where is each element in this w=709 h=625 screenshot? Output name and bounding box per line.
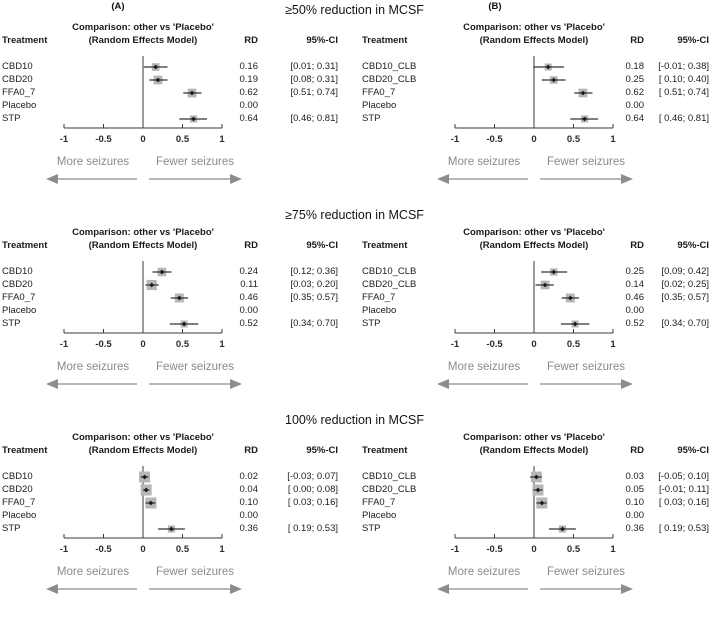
treatment-label: Placebo xyxy=(362,305,397,316)
forest-plot xyxy=(360,260,709,392)
section-75pct xyxy=(0,207,709,392)
left-arrowhead-icon xyxy=(437,174,449,184)
rd-value: 0.25 xyxy=(625,266,644,277)
direction-label-fewer-seizures: Fewer seizures xyxy=(547,156,625,168)
rd-value: 0.03 xyxy=(625,471,644,482)
col-header-treatment: Treatment xyxy=(362,35,408,46)
direction-label-fewer-seizures: Fewer seizures xyxy=(547,361,625,373)
panel-row xyxy=(0,432,709,597)
direction-label-more-seizures: More seizures xyxy=(56,361,130,373)
rd-value: 0.00 xyxy=(625,100,644,111)
direction-label-more-seizures: More seizures xyxy=(447,156,521,168)
col-header-ci: 95%-CI xyxy=(677,445,709,456)
forest-panel-b xyxy=(360,227,709,392)
left-arrowhead-icon xyxy=(437,584,449,594)
ci-value: [0.02; 0.25] xyxy=(661,279,709,290)
ci-value: [0.12; 0.36] xyxy=(290,266,338,277)
ci-value: [0.34; 0.70] xyxy=(661,318,709,329)
col-header-ci: 95%-CI xyxy=(306,35,338,46)
direction-label-fewer-seizures: Fewer seizures xyxy=(547,566,625,578)
axis-tick-label: 1 xyxy=(610,339,616,350)
col-header-treatment: Treatment xyxy=(2,445,48,456)
treatment-label: STP xyxy=(362,523,381,534)
rd-value: 0.19 xyxy=(239,74,258,85)
treatment-label: STP xyxy=(2,523,21,534)
rd-value: 0.46 xyxy=(625,292,644,303)
section-100pct xyxy=(0,412,709,597)
rd-value: 0.14 xyxy=(625,279,644,290)
rd-value: 0.64 xyxy=(239,113,258,124)
axis-tick-label: 0 xyxy=(531,544,537,555)
axis-tick-label: 0 xyxy=(140,339,146,350)
col-header-rd: RD xyxy=(630,240,644,251)
axis-tick-label: -1 xyxy=(450,339,460,350)
axis-tick-label: -1 xyxy=(59,134,69,145)
rd-value: 0.02 xyxy=(239,471,258,482)
rd-value: 0.05 xyxy=(625,484,644,495)
section-title: ≥75% reduction in MCSF xyxy=(285,208,424,222)
ci-value: [-0.01; 0.38] xyxy=(658,61,709,72)
col-header-model: (Random Effects Model) xyxy=(479,445,589,456)
right-arrowhead-icon xyxy=(230,584,242,594)
rd-value: 0.11 xyxy=(240,279,258,290)
comparison-header: Comparison: other vs 'Placebo' xyxy=(463,432,605,443)
treatment-label: CBD20 xyxy=(2,74,33,85)
ci-value: [ 0.10; 0.40] xyxy=(658,74,709,85)
forest-plot xyxy=(0,55,338,187)
col-header-treatment: Treatment xyxy=(362,445,408,456)
treatment-label: CBD10_CLB xyxy=(362,61,417,72)
treatment-label: Placebo xyxy=(362,100,397,111)
forest-plot xyxy=(0,260,338,392)
rd-value: 0.52 xyxy=(239,318,258,329)
treatment-label: STP xyxy=(362,113,381,124)
rd-value: 0.52 xyxy=(625,318,644,329)
treatment-label: FFA0_7 xyxy=(2,87,36,98)
ci-value: [0.51; 0.74] xyxy=(290,87,338,98)
rd-value: 0.62 xyxy=(625,87,644,98)
ci-value: [ 0.19; 0.53] xyxy=(658,523,709,534)
col-header-rd: RD xyxy=(244,240,258,251)
direction-label-fewer-seizures: Fewer seizures xyxy=(156,156,234,168)
ci-value: [0.08; 0.31] xyxy=(290,74,338,85)
direction-label-fewer-seizures: Fewer seizures xyxy=(156,361,234,373)
right-arrowhead-icon xyxy=(621,584,633,594)
direction-label-more-seizures: More seizures xyxy=(447,566,521,578)
axis-tick-label: 0 xyxy=(531,339,537,350)
panel-row xyxy=(0,227,709,392)
left-arrowhead-icon xyxy=(46,174,58,184)
comparison-header: Comparison: other vs 'Placebo' xyxy=(463,22,605,33)
axis-tick-label: 0.5 xyxy=(175,544,190,555)
rd-value: 0.00 xyxy=(239,100,258,111)
ci-value: [ 0.03; 0.16] xyxy=(287,497,338,508)
forest-panel-a xyxy=(0,432,338,597)
col-header-treatment: Treatment xyxy=(2,240,48,251)
forest-plot xyxy=(0,465,338,597)
axis-tick-label: 0.5 xyxy=(175,339,190,350)
rd-value: 0.04 xyxy=(239,484,258,495)
axis-tick-label: -1 xyxy=(450,134,460,145)
axis-tick-label: -0.5 xyxy=(486,134,503,145)
forest-panel-a xyxy=(0,227,338,392)
left-arrowhead-icon xyxy=(46,584,58,594)
col-header-rd: RD xyxy=(630,35,644,46)
axis-tick-label: 0 xyxy=(140,134,146,145)
direction-label-more-seizures: More seizures xyxy=(56,566,130,578)
ci-value: [0.03; 0.20] xyxy=(290,279,338,290)
rd-value: 0.46 xyxy=(239,292,258,303)
ci-value: [0.01; 0.31] xyxy=(290,61,338,72)
section-title: ≥50% reduction in MCSF xyxy=(285,3,424,17)
col-header-treatment: Treatment xyxy=(2,35,48,46)
treatment-label: FFA0_7 xyxy=(362,292,396,303)
left-arrowhead-icon xyxy=(46,379,58,389)
ci-value: [ 0.03; 0.16] xyxy=(658,497,709,508)
rd-value: 0.00 xyxy=(625,305,644,316)
treatment-label: CBD20_CLB xyxy=(362,279,417,290)
treatment-label: Placebo xyxy=(362,510,397,521)
rd-value: 0.18 xyxy=(625,61,644,72)
axis-tick-label: 0 xyxy=(531,134,537,145)
rd-value: 0.36 xyxy=(625,523,644,534)
comparison-header: Comparison: other vs 'Placebo' xyxy=(463,227,605,238)
col-header-ci: 95%-CI xyxy=(306,240,338,251)
col-header-model: (Random Effects Model) xyxy=(88,35,198,46)
ci-value: [0.35; 0.57] xyxy=(661,292,709,303)
treatment-label: CBD10 xyxy=(2,471,33,482)
column-label-b: (B) xyxy=(488,1,502,12)
ci-value: [0.34; 0.70] xyxy=(290,318,338,329)
rd-value: 0.10 xyxy=(625,497,644,508)
treatment-label: Placebo xyxy=(2,100,37,111)
col-header-ci: 95%-CI xyxy=(677,35,709,46)
rd-value: 0.10 xyxy=(239,497,258,508)
col-header-model: (Random Effects Model) xyxy=(88,240,198,251)
col-header-model: (Random Effects Model) xyxy=(479,240,589,251)
rd-value: 0.00 xyxy=(239,305,258,316)
axis-tick-label: -1 xyxy=(59,339,69,350)
right-arrowhead-icon xyxy=(230,379,242,389)
axis-tick-label: 1 xyxy=(610,134,616,145)
direction-label-more-seizures: More seizures xyxy=(56,156,130,168)
right-arrowhead-icon xyxy=(621,379,633,389)
col-header-treatment: Treatment xyxy=(362,240,408,251)
rd-value: 0.36 xyxy=(239,523,258,534)
forest-panel-b xyxy=(360,432,709,597)
axis-tick-label: -1 xyxy=(59,544,69,555)
col-header-model: (Random Effects Model) xyxy=(479,35,589,46)
ci-value: [ 0.00; 0.08] xyxy=(287,484,338,495)
axis-tick-label: 0.5 xyxy=(175,134,190,145)
axis-tick-label: -0.5 xyxy=(486,544,503,555)
ci-value: [-0.01; 0.11] xyxy=(659,484,709,495)
rd-value: 0.00 xyxy=(625,510,644,521)
col-header-ci: 95%-CI xyxy=(677,240,709,251)
axis-tick-label: 1 xyxy=(219,544,225,555)
forest-panel-a xyxy=(0,22,338,187)
ci-value: [0.35; 0.57] xyxy=(290,292,338,303)
treatment-label: Placebo xyxy=(2,305,37,316)
rd-value: 0.24 xyxy=(239,266,258,277)
direction-label-fewer-seizures: Fewer seizures xyxy=(156,566,234,578)
right-arrowhead-icon xyxy=(230,174,242,184)
treatment-label: FFA0_7 xyxy=(2,292,36,303)
treatment-label: FFA0_7 xyxy=(2,497,36,508)
col-header-rd: RD xyxy=(244,445,258,456)
axis-tick-label: -1 xyxy=(450,544,460,555)
axis-tick-label: 1 xyxy=(219,339,225,350)
axis-tick-label: 1 xyxy=(219,134,225,145)
ci-value: [0.46; 0.81] xyxy=(290,113,338,124)
treatment-label: CBD20 xyxy=(2,279,33,290)
treatment-label: CBD20_CLB xyxy=(362,484,417,495)
rd-value: 0.00 xyxy=(239,510,258,521)
section-50pct xyxy=(0,2,709,187)
treatment-label: CBD10 xyxy=(2,61,33,72)
col-header-model: (Random Effects Model) xyxy=(88,445,198,456)
axis-tick-label: 0.5 xyxy=(566,339,581,350)
axis-tick-label: -0.5 xyxy=(95,339,112,350)
axis-tick-label: -0.5 xyxy=(486,339,503,350)
treatment-label: STP xyxy=(362,318,381,329)
treatment-label: CBD20 xyxy=(2,484,33,495)
ci-value: [0.09; 0.42] xyxy=(661,266,709,277)
col-header-ci: 95%-CI xyxy=(306,445,338,456)
treatment-label: STP xyxy=(2,113,21,124)
treatment-label: CBD10_CLB xyxy=(362,471,417,482)
treatment-label: FFA0_7 xyxy=(362,497,396,508)
treatment-label: Placebo xyxy=(2,510,37,521)
treatment-label: CBD20_CLB xyxy=(362,74,417,85)
axis-tick-label: 1 xyxy=(610,544,616,555)
panel-row xyxy=(0,22,709,187)
direction-label-more-seizures: More seizures xyxy=(447,361,521,373)
treatment-label: CBD10_CLB xyxy=(362,266,417,277)
ci-value: [-0.05; 0.10] xyxy=(658,471,709,482)
comparison-header: Comparison: other vs 'Placebo' xyxy=(72,22,214,33)
comparison-header: Comparison: other vs 'Placebo' xyxy=(72,227,214,238)
col-header-rd: RD xyxy=(244,35,258,46)
section-title: 100% reduction in MCSF xyxy=(285,413,424,427)
rd-value: 0.25 xyxy=(625,74,644,85)
axis-tick-label: 0 xyxy=(140,544,146,555)
left-arrowhead-icon xyxy=(437,379,449,389)
rd-value: 0.16 xyxy=(239,61,258,72)
axis-tick-label: 0.5 xyxy=(566,134,581,145)
right-arrowhead-icon xyxy=(621,174,633,184)
forest-plot xyxy=(360,55,709,187)
forest-plot xyxy=(360,465,709,597)
ci-value: [ 0.51; 0.74] xyxy=(658,87,709,98)
axis-tick-label: -0.5 xyxy=(95,134,112,145)
rd-value: 0.64 xyxy=(625,113,644,124)
axis-tick-label: 0.5 xyxy=(566,544,581,555)
col-header-rd: RD xyxy=(630,445,644,456)
treatment-label: STP xyxy=(2,318,21,329)
ci-value: [ 0.19; 0.53] xyxy=(287,523,338,534)
rd-value: 0.62 xyxy=(239,87,258,98)
treatment-label: FFA0_7 xyxy=(362,87,396,98)
ci-value: [-0.03; 0.07] xyxy=(287,471,338,482)
comparison-header: Comparison: other vs 'Placebo' xyxy=(72,432,214,443)
ci-value: [ 0.46; 0.81] xyxy=(658,113,709,124)
forest-panel-b xyxy=(360,22,709,187)
treatment-label: CBD10 xyxy=(2,266,33,277)
axis-tick-label: -0.5 xyxy=(95,544,112,555)
column-label-a: (A) xyxy=(111,1,125,12)
